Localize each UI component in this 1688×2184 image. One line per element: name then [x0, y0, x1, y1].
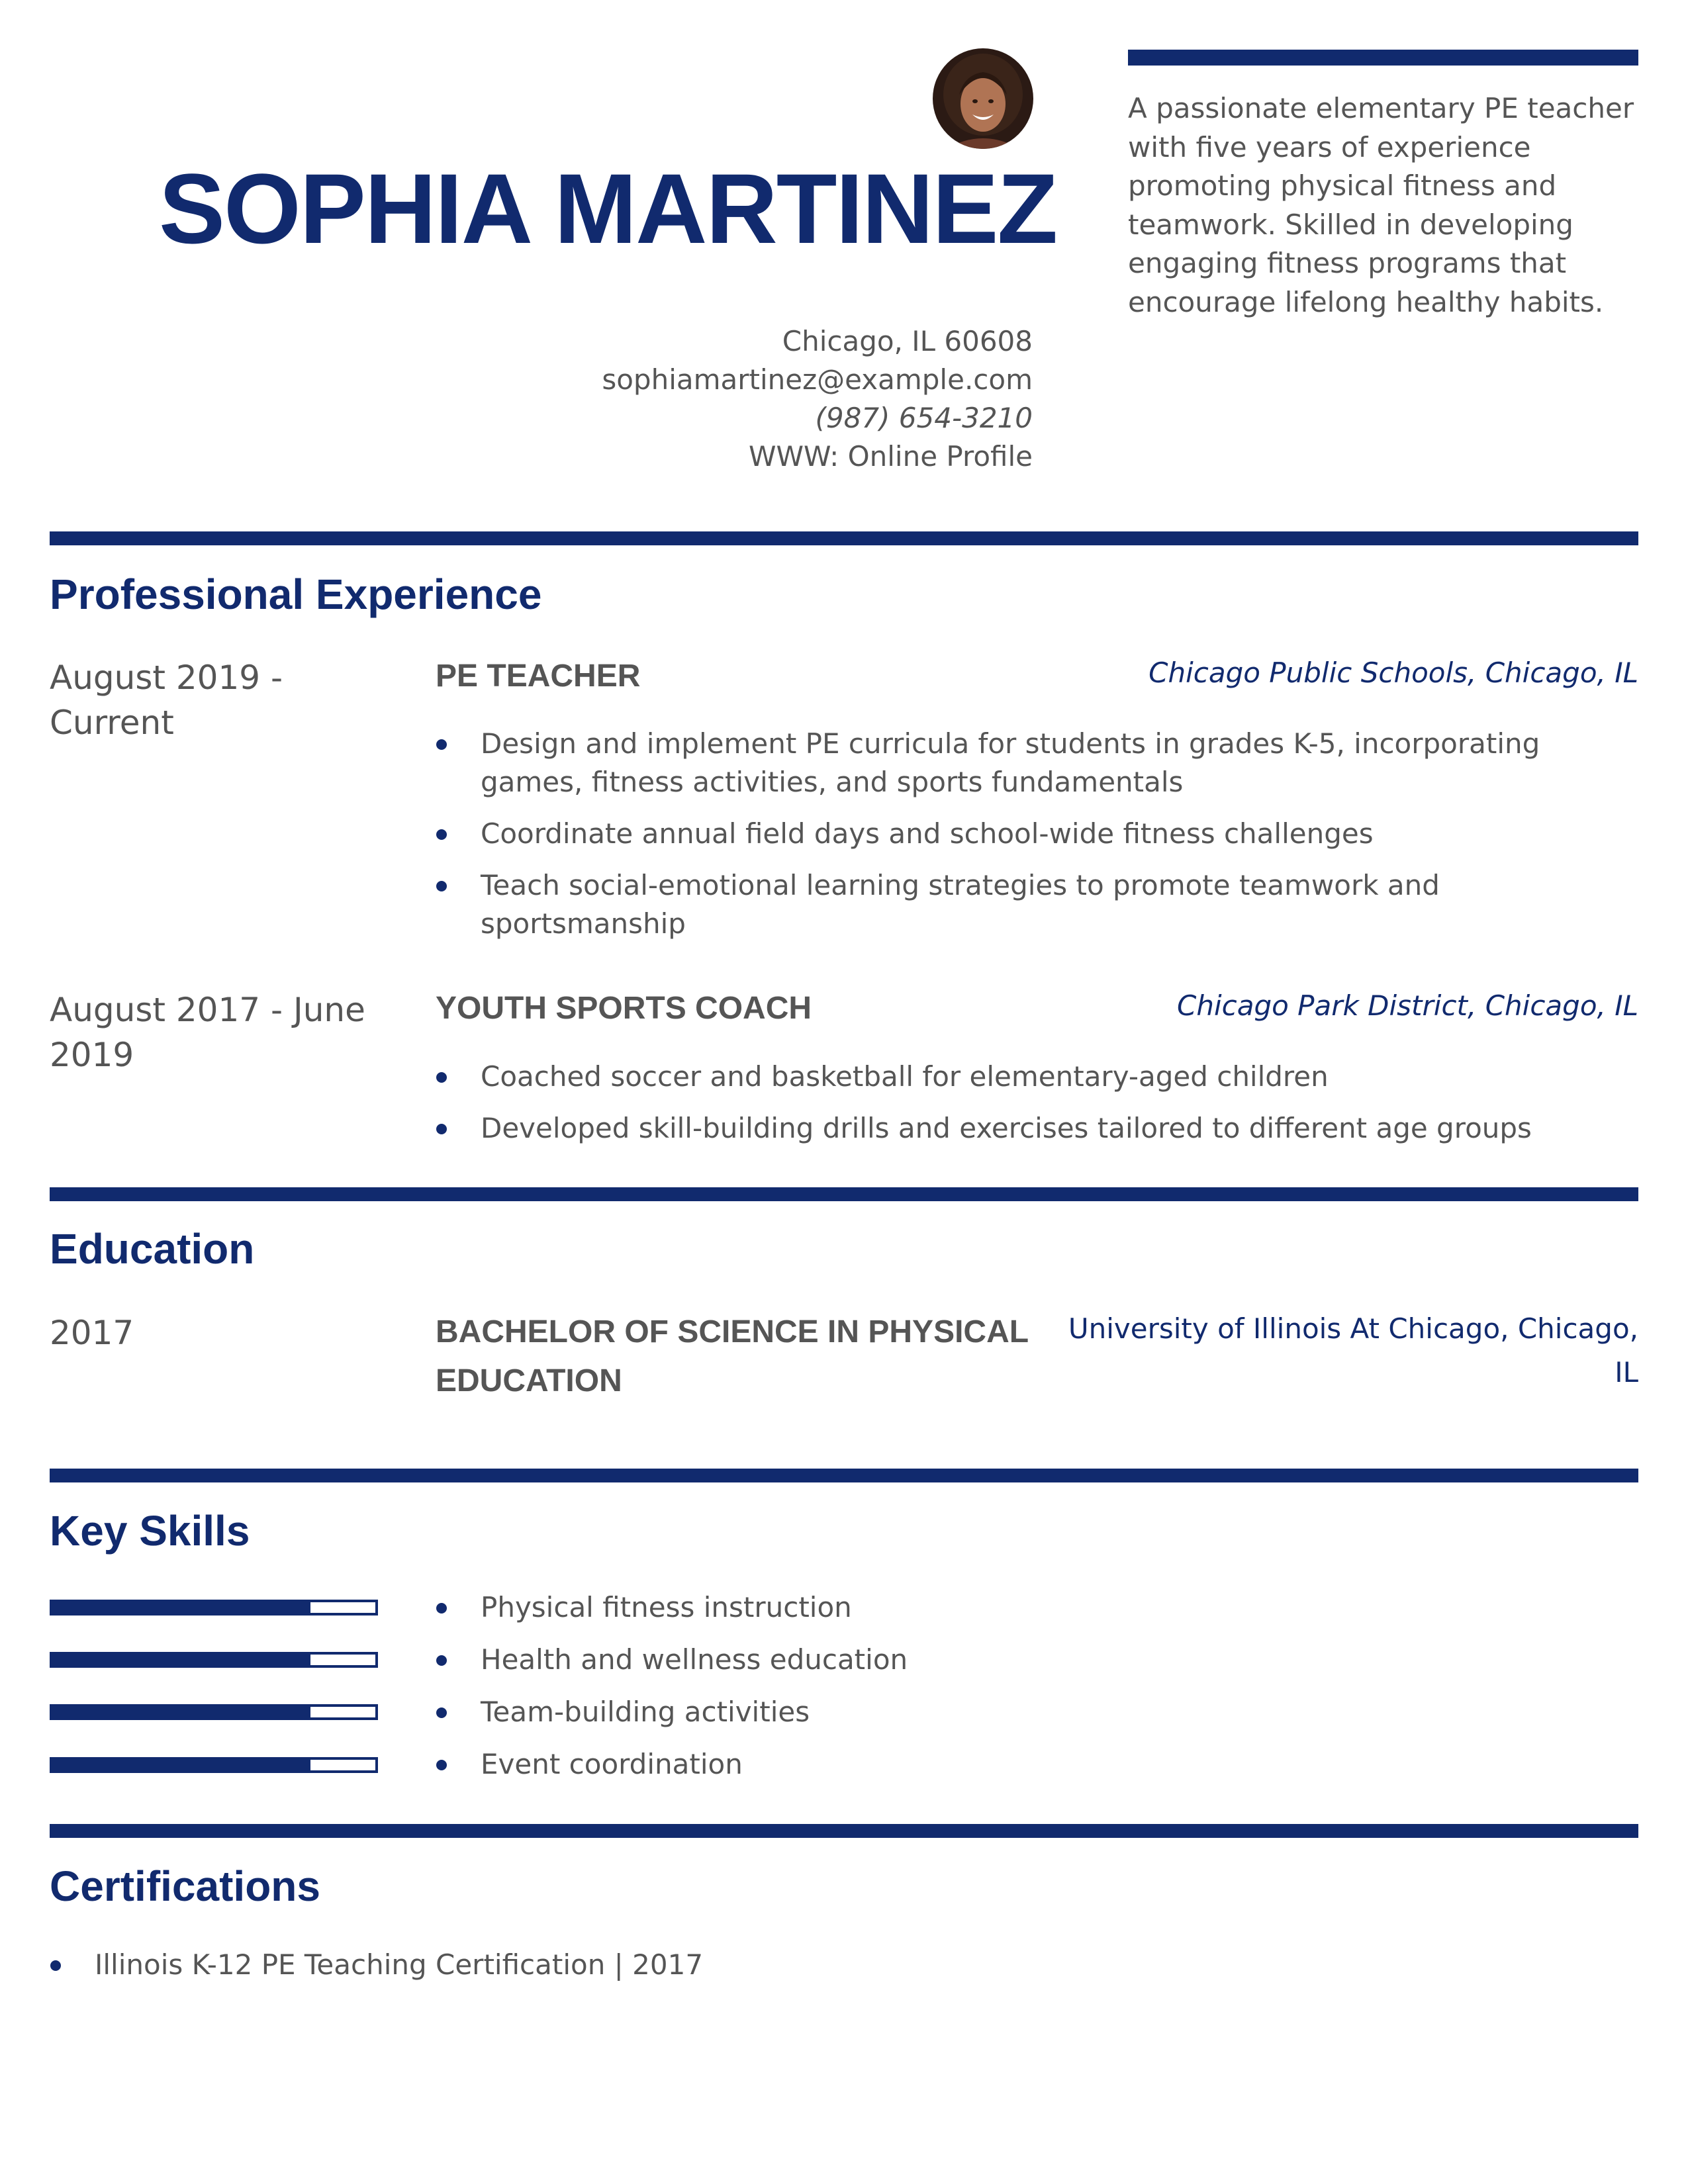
- list-item: Event coordination: [436, 1745, 1627, 1784]
- list-item: Developed skill-building drills and exercises tailored to different age groups: [436, 1109, 1627, 1148]
- section-title-certifications: Certifications: [50, 1862, 320, 1910]
- section-title-experience: Professional Experience: [50, 570, 542, 618]
- section-divider: [50, 531, 1638, 545]
- education-year: 2017: [50, 1314, 134, 1352]
- skill-level-bar: [50, 1757, 378, 1773]
- website-link[interactable]: WWW: Online Profile: [748, 440, 1033, 473]
- list-item: Coached soccer and basketball for elementary-aged children: [436, 1058, 1627, 1096]
- list-item: Health and wellness education: [436, 1641, 1627, 1679]
- skill-level-bar: [50, 1704, 378, 1720]
- job-bullets: [436, 1058, 1627, 1148]
- job-dates: August 2017 - June 2019: [50, 991, 365, 1074]
- section-title-education: Education: [50, 1225, 255, 1273]
- section-divider: [50, 1187, 1638, 1201]
- list-item: Physical fitness instruction: [436, 1588, 1627, 1627]
- list-item: Illinois K-12 PE Teaching Certification | 2017: [50, 1946, 1241, 1984]
- skill-level-bar: [50, 1652, 378, 1668]
- email-link[interactable]: sophiamartinez@example.com: [602, 363, 1033, 396]
- section-divider: [50, 1469, 1638, 1482]
- list-item: Coordinate annual field days and school-wide fitness challenges: [436, 815, 1627, 853]
- contact-block: [463, 322, 1033, 476]
- summary-text: A passionate elementary PE teacher with five years of experience promoting physical fitness and teamwork. Skilled in developing engaging fitness programs that encourage lifelong healthy habits.: [1128, 92, 1634, 318]
- skills-list: [436, 1588, 1627, 1784]
- phone-number: (987) 654-3210: [815, 402, 1033, 434]
- job-dates: August 2019 - Current: [50, 659, 283, 742]
- certifications-list: [50, 1946, 1241, 1984]
- summary-top-rule: [1128, 50, 1638, 66]
- job-title: PE TEACHER: [436, 659, 641, 694]
- job-bullets: [436, 725, 1627, 943]
- section-title-skills: Key Skills: [50, 1507, 250, 1555]
- school-name: University of Illinois At Chicago, Chicago, IL: [1068, 1312, 1638, 1388]
- address: Chicago, IL 60608: [782, 325, 1033, 357]
- list-item: Teach social-emotional learning strategies to promote teamwork and sportsmanship: [436, 866, 1627, 943]
- list-item: Design and implement PE curricula for students in grades K-5, incorporating games, fitness activities, and sports fundamentals: [436, 725, 1627, 801]
- skill-level-bar: [50, 1600, 378, 1615]
- job-employer: Chicago Park District, Chicago, IL: [1177, 989, 1638, 1022]
- list-item: Team-building activities: [436, 1693, 1627, 1731]
- candidate-name: SOPHIA MARTINEZ: [159, 153, 1057, 264]
- profile-photo: [933, 48, 1033, 149]
- section-divider: [50, 1824, 1638, 1838]
- job-employer: Chicago Public Schools, Chicago, IL: [1149, 657, 1638, 689]
- job-title: YOUTH SPORTS COACH: [436, 991, 812, 1026]
- degree-title: BACHELOR OF SCIENCE IN PHYSICAL EDUCATION: [436, 1314, 1029, 1398]
- avatar-image: [933, 48, 1033, 149]
